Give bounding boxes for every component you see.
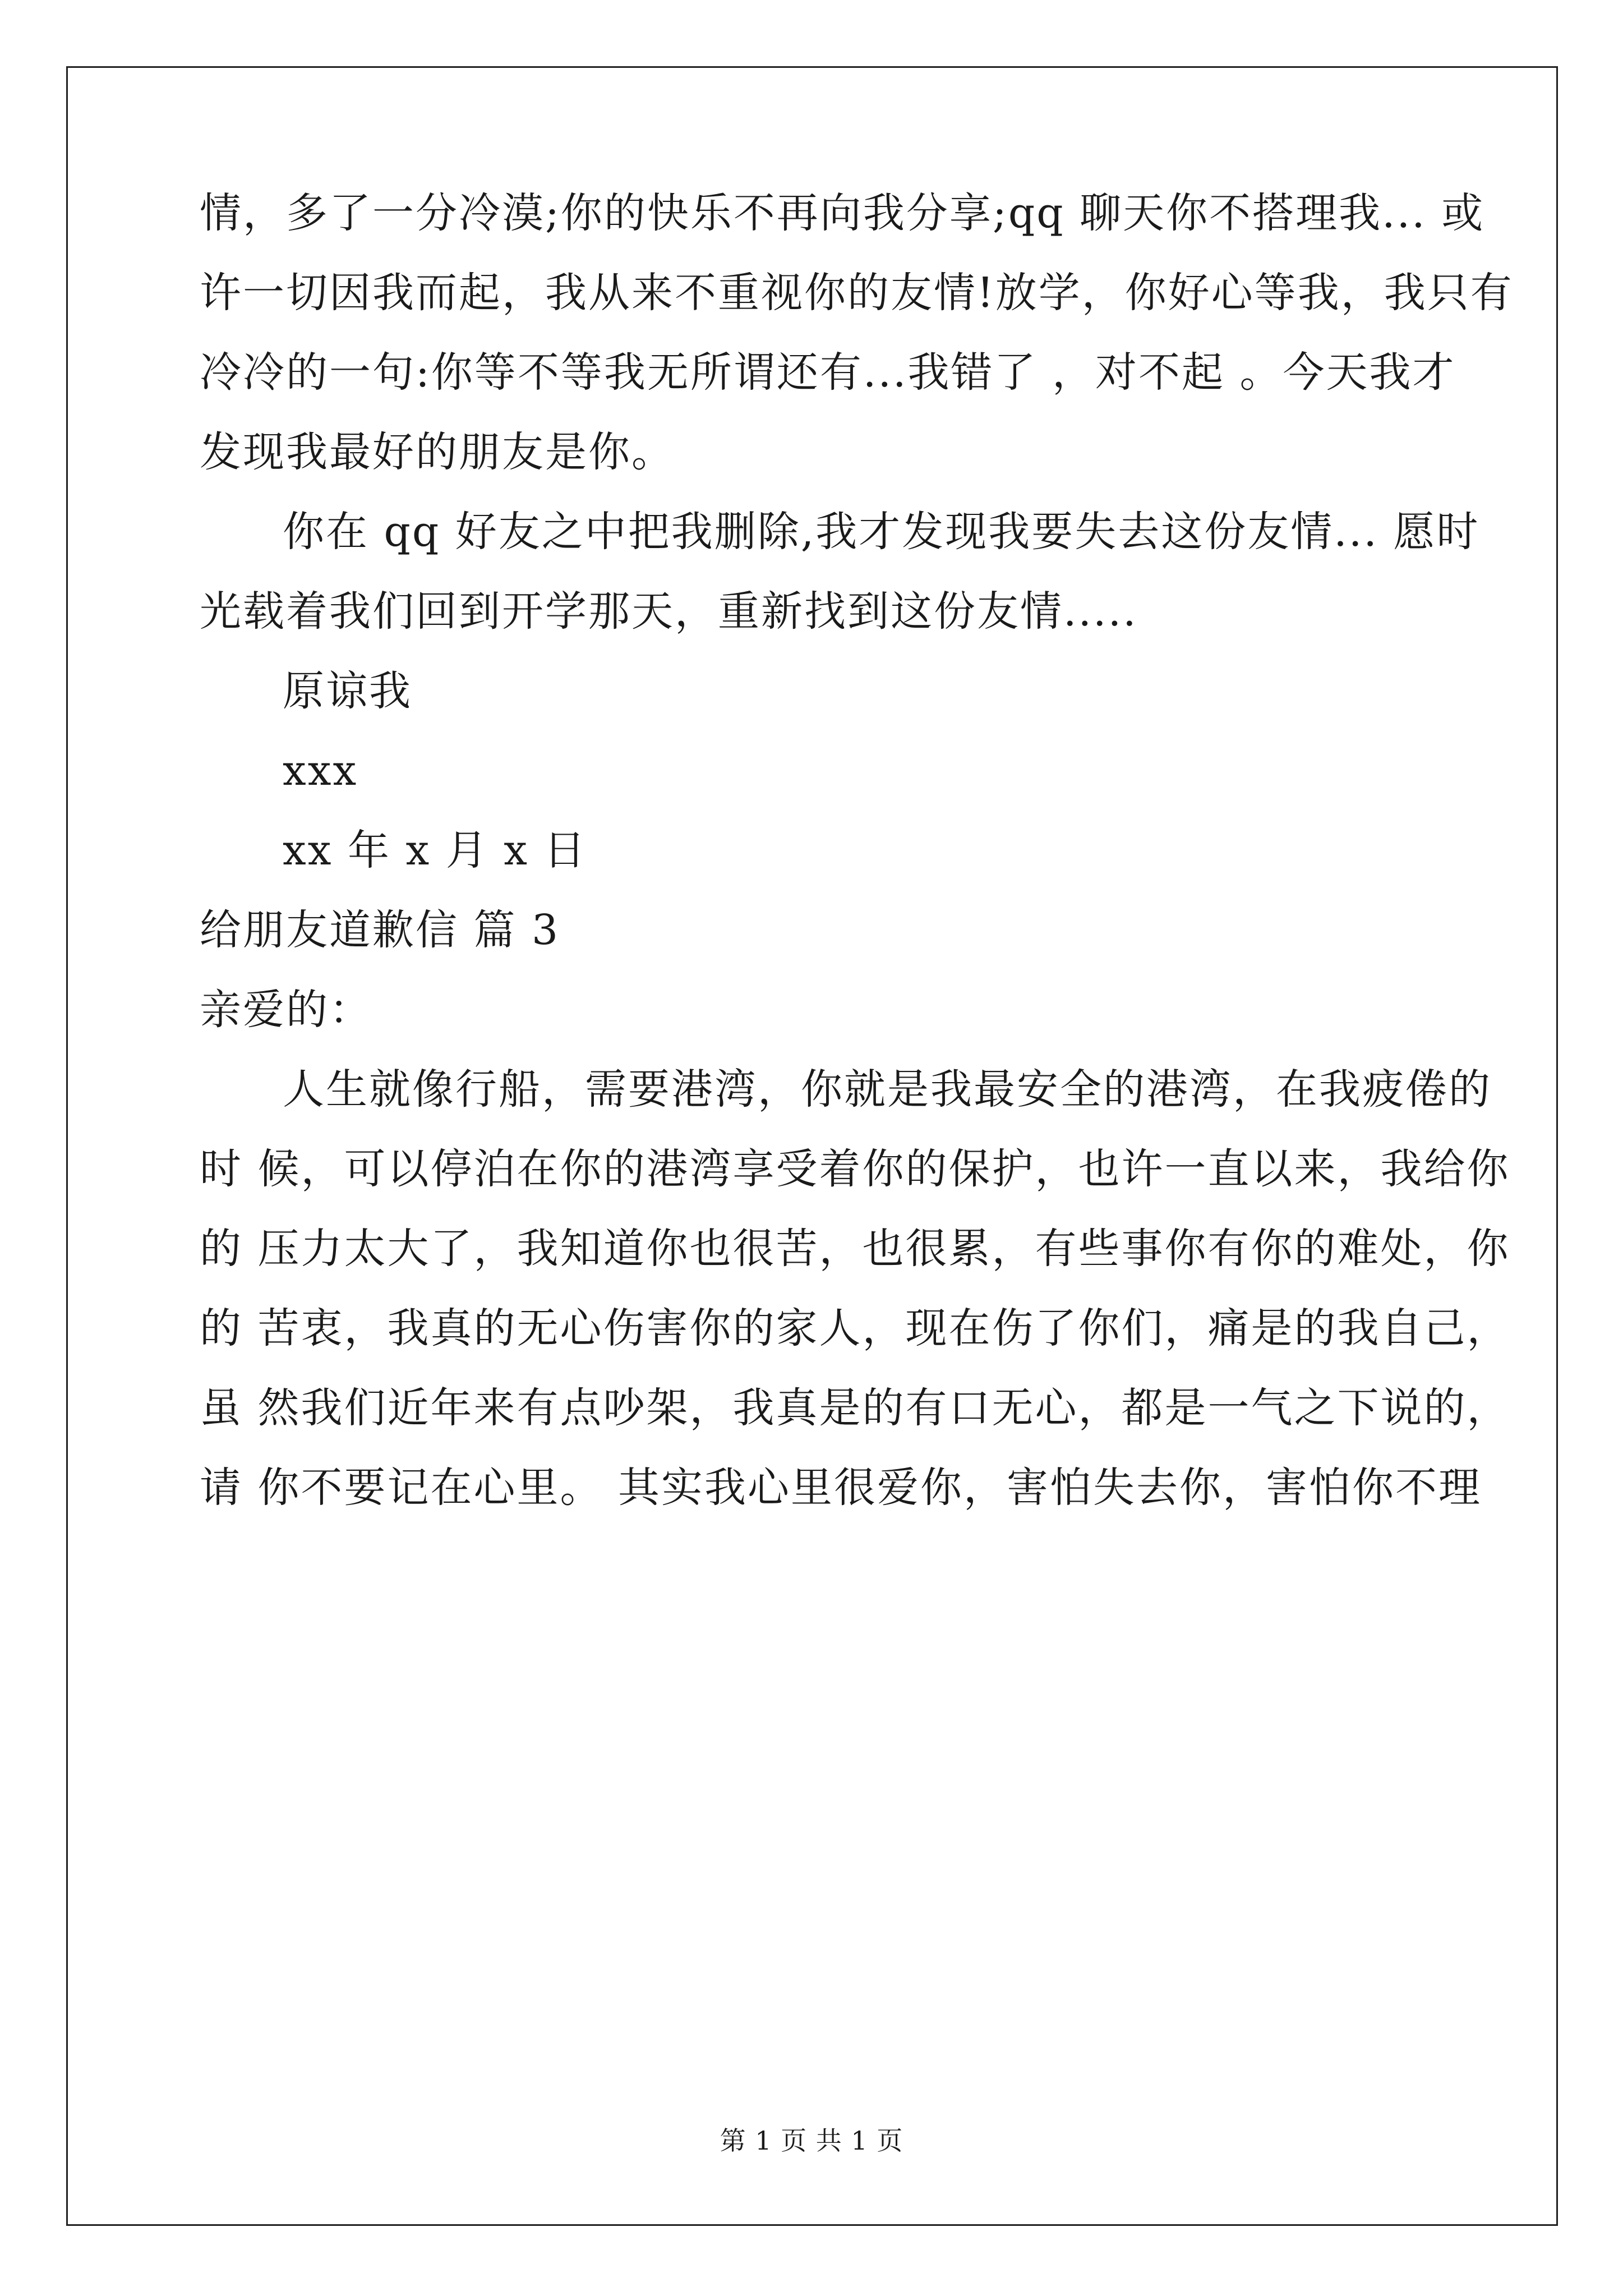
text-line: 虽 然我们近年来有点吵架，我真是的有口无心，都是一气之下说的，	[200, 1384, 1510, 1432]
page-number-footer: 第 1 页 共 1 页	[720, 2125, 903, 2156]
text-line: 人生就像行船，需要港湾，你就是我最安全的港湾，在我疲倦的	[283, 1065, 1492, 1114]
text-line: 冷冷的一句:你等不等我无所谓还有...我错了 ，对不起 。今天我才	[200, 348, 1456, 397]
closing-line: 原谅我	[283, 667, 412, 715]
text-line: 请 你不要记在心里。 其实我心里很爱你，害怕失去你，害怕你不理	[200, 1464, 1482, 1512]
date-line: xx 年 x 月 x 日	[283, 826, 587, 875]
text-line: 时 候，可以停泊在你的港湾享受着你的保护，也许一直以来，我给你	[200, 1145, 1510, 1193]
text-line: 发现我最好的朋友是你。	[200, 428, 675, 476]
text-line: 的 压力太大了，我知道你也很苦，也很累，有些事你有你的难处，你	[200, 1225, 1510, 1273]
signature: xxx	[283, 747, 358, 795]
section-heading: 给朋友道歉信 篇 3	[200, 906, 560, 954]
text-line: 情，多了一分冷漠;你的快乐不再向我分享;qq 聊天你不搭理我... 或	[200, 189, 1485, 237]
text-line: 光载着我们回到开学那天，重新找到这份友情.....	[200, 587, 1138, 636]
text-line: 许一切因我而起，我从来不重视你的友情!放学，你好心等我，我只有	[200, 269, 1514, 317]
text-line: 你在 qq 好友之中把我删除,我才发现我要失去这份友情... 愿时	[283, 508, 1480, 556]
salutation: 亲爱的：	[200, 986, 372, 1034]
text-line: 的 苦衷，我真的无心伤害你的家人，现在伤了你们，痛是的我自己，	[200, 1304, 1510, 1352]
